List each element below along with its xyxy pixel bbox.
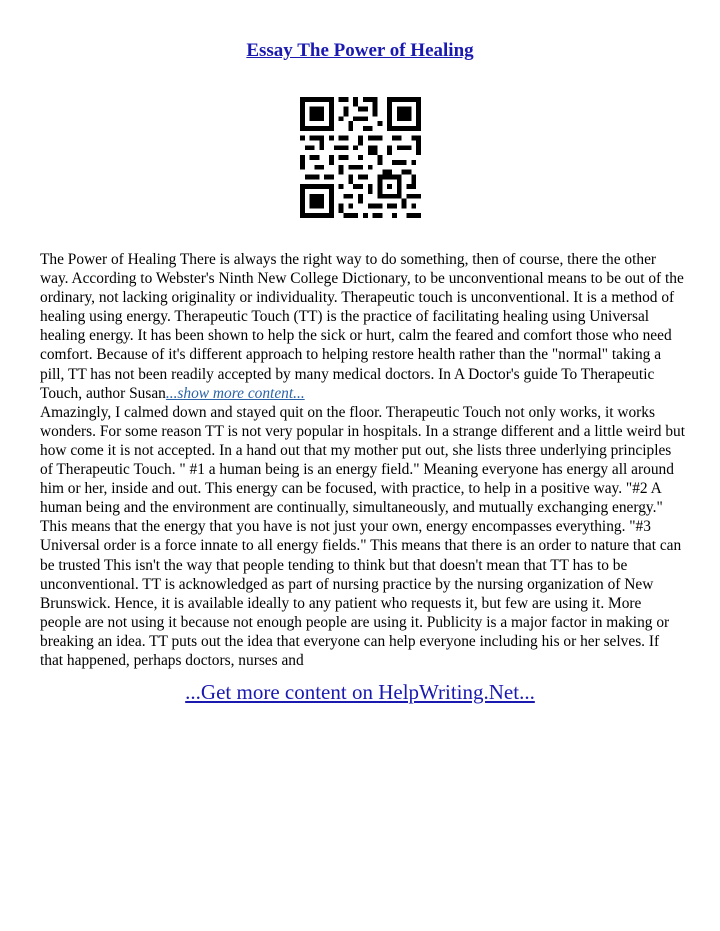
- essay-paragraph: Amazingly, I calmed down and stayed quit on the floor. Therapeutic Touch not only works, it works wonders. For some reason TT is not very popular in hospitals. In a strange different and a little weird but how come it is not accepted. In a hand out that my mother put out, she lists three underlying principles of Therapeutic Touch. " #1 a human being is an energy field." Meaning everyone has energy all around him or her, inside and out. This energy can be focused, with practice, to help in a positive way. "#2 A human being and the environment are continually, simultaneously, and mutually exchanging energy." This means that the energy that you have is not just your own, energy encompasses everything. "#3 Universal order is a force innate to all energy fields." This means that there is an order to nature that can be trusted This isn't the way that people tending to think but that doesn't mean that TT has to be unconventional. TT is acknowledged as part of nursing practice by the nursing organization of New Brunswick. Hence, it is available ideally to any patient who requests it, but few are using it. More people are not using it because not enough people are using it. Publicity is a major factor in making or breaking an idea. TT puts out the idea that everyone can help everyone including his or her selves. If that happened, perhaps doctors, nurses and: [40, 403, 685, 669]
- page-title[interactable]: Essay The Power of Healing: [246, 40, 474, 61]
- essay-body: [40, 250, 685, 670]
- show-more-link[interactable]: ...show more content...: [165, 384, 305, 402]
- essay-paragraph: [40, 250, 685, 403]
- get-more-content-link[interactable]: ...Get more content on HelpWriting.Net...: [185, 680, 535, 704]
- essay-paragraph-text: The Power of Healing There is always the right way to do something, then of course, there the other way. According to Webster's Ninth New College Dictionary, to be unconventional means to be out of the ordinary, not lacking originality or individuality. Therapeutic touch is unconventional. It is a method of healing using energy. Therapeutic Touch (TT) is the practice of facilitating healing using Universal healing energy. It has been shown to help the sick or hurt, calm the feared and comfort those who need comfort. Because of it's different approach to helping restore health rather than the "normal" taking a pill, TT has not been readily accepted by many medical doctors. In A Doctor's guide To Therapeutic Touch, author Susan: [40, 251, 684, 402]
- qr-code-icon: [300, 97, 421, 218]
